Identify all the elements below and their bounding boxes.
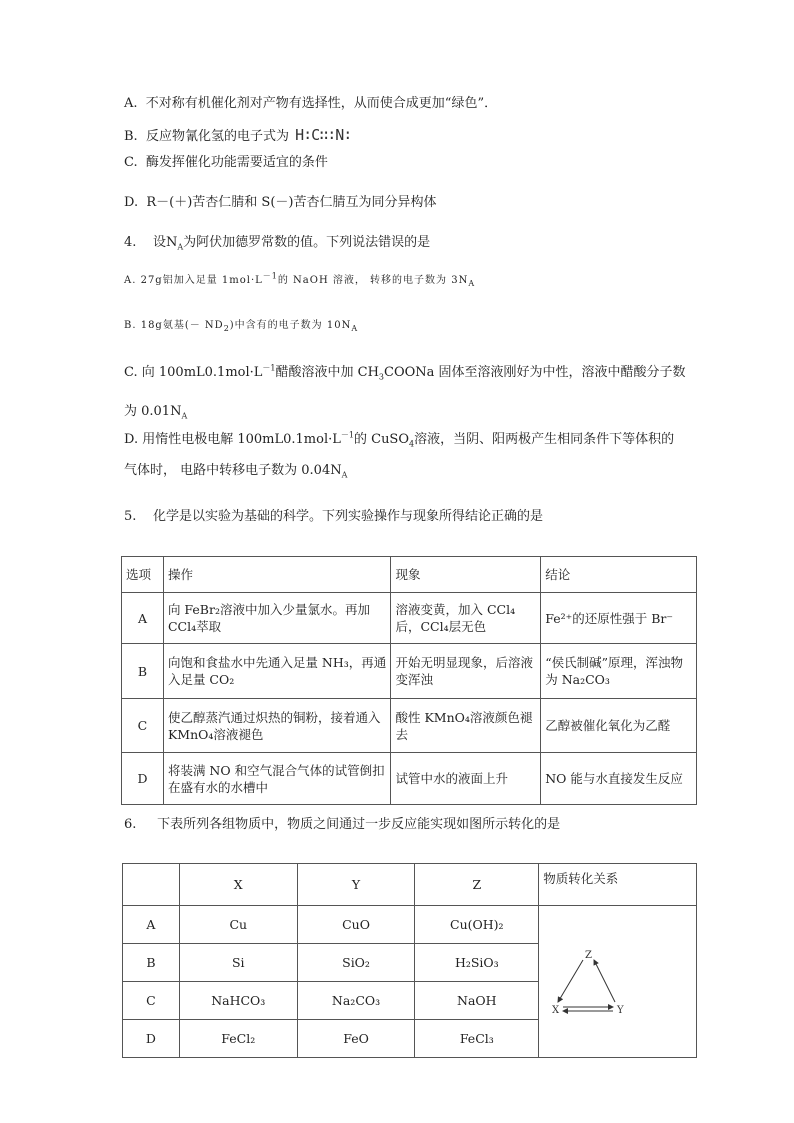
table-header-row xyxy=(123,864,697,906)
q4-option-d xyxy=(124,431,674,449)
superscript: －1 xyxy=(340,430,354,440)
header-cell: 现象 xyxy=(391,557,541,593)
option-text: 的 NaOH 溶液， 转移的电子数为 3N xyxy=(277,275,469,286)
q5-stem xyxy=(124,508,543,526)
q4-option-b xyxy=(124,317,358,335)
label-z: Z xyxy=(585,949,593,961)
option-cell: C xyxy=(122,699,164,753)
hcn-electron-formula: H∶C∷∶N∶ xyxy=(295,126,352,144)
header-cell: 物质转化关系 xyxy=(539,864,697,906)
option-cell: A xyxy=(123,906,180,944)
q4-stem xyxy=(124,234,430,252)
q3-option-a xyxy=(124,95,497,113)
option-text: )中含有的电子数为 10N xyxy=(229,320,352,331)
experiment-table xyxy=(121,556,697,805)
subscript: A xyxy=(341,470,348,480)
table-row xyxy=(122,699,697,753)
option-text: 为 0.01N xyxy=(124,404,182,419)
question-number: 5. xyxy=(124,509,137,524)
option-cell: B xyxy=(123,944,180,982)
option-text: 的 CuSO xyxy=(353,432,409,447)
subscript: 2 xyxy=(223,324,230,333)
stem-text: 设N xyxy=(152,235,178,250)
header-cell: 结论 xyxy=(541,557,697,593)
option-cell: A xyxy=(122,593,164,644)
q3-option-d xyxy=(124,194,436,212)
arrow-z-to-x xyxy=(558,960,583,1002)
conversion-diagram-cell xyxy=(539,906,697,1058)
z-cell: Cu(OH)₂ xyxy=(415,906,539,944)
option-text: 不对称有机催化剂对产物有选择性，从而使合成更加“绿色”． xyxy=(145,96,498,111)
q3-option-c xyxy=(124,154,328,172)
y-cell: Na₂CO₃ xyxy=(297,982,415,1020)
option-label: A. xyxy=(124,96,138,111)
question-number: 6. xyxy=(124,817,137,832)
option-cell: D xyxy=(122,753,164,805)
option-text: 酶发挥催化功能需要适宜的条件 xyxy=(145,155,328,170)
table-row xyxy=(122,593,697,644)
stem-text: 化学是以实验为基础的科学。下列实验操作与现象所得结论正确的是 xyxy=(152,509,543,524)
option-text: C. 向 100mL0.1mol·L xyxy=(124,365,263,380)
operation-cell: 向 FeBr₂溶液中加入少量氯水。再加 CCl₄萃取 xyxy=(163,593,391,644)
q4-option-c-cont xyxy=(124,403,187,421)
option-label: D. xyxy=(124,195,139,210)
x-cell: NaHCO₃ xyxy=(179,982,297,1020)
y-cell: FeO xyxy=(297,1020,415,1058)
option-text: 气体时， 电路中转移电子数为 0.04N xyxy=(124,463,342,478)
q6-stem xyxy=(124,816,560,834)
stem-text: 下表所列各组物质中，物质之间通过一步反应能实现如图所示转化的是 xyxy=(157,817,561,832)
y-cell: SiO₂ xyxy=(297,944,415,982)
option-text: A. 27g铝加入足量 1mol·L xyxy=(124,275,263,286)
option-text: B. 18g氨基(－ ND xyxy=(124,320,224,331)
table-row xyxy=(123,906,697,944)
table-header-row xyxy=(122,557,697,593)
q3-option-b xyxy=(124,126,351,146)
subscript: 3 xyxy=(378,372,385,382)
conversion-table xyxy=(122,863,697,1058)
x-cell: Si xyxy=(179,944,297,982)
subscript: A xyxy=(181,411,188,421)
superscript: －1 xyxy=(262,271,278,281)
option-text: COONa 固体至溶液刚好为中性，溶液中醋酸分子数 xyxy=(384,365,686,380)
option-label: B. xyxy=(124,129,138,144)
option-text: R－(＋)苦杏仁腈和 S(－)苦杏仁腈互为同分异构体 xyxy=(146,195,437,210)
q4-option-d-cont xyxy=(124,462,347,480)
phenomenon-cell: 试管中水的液面上升 xyxy=(391,753,541,805)
conclusion-cell: Fe²⁺的还原性强于 Br⁻ xyxy=(541,593,697,644)
option-label: C. xyxy=(124,155,138,170)
table-row xyxy=(122,753,697,805)
arrow-y-to-z xyxy=(594,960,615,1002)
phenomenon-cell: 酸性 KMnO₄溶液颜色褪去 xyxy=(391,699,541,753)
option-cell: D xyxy=(123,1020,180,1058)
subscript: A xyxy=(351,324,359,333)
operation-cell: 将装满 NO 和空气混合气体的试管倒扣在盛有水的水槽中 xyxy=(163,753,391,805)
option-text: 溶液，当阴、阳两极产生相同条件下等体积的 xyxy=(414,432,675,447)
phenomenon-cell: 开始无明显现象，后溶液变浑浊 xyxy=(391,644,541,699)
z-cell: FeCl₃ xyxy=(415,1020,539,1058)
header-cell: Z xyxy=(415,864,539,906)
option-text: D. 用惰性电极电解 100mL0.1mol·L xyxy=(124,432,341,447)
label-x: X xyxy=(552,1004,560,1016)
z-cell: H₂SiO₃ xyxy=(415,944,539,982)
subscript: 4 xyxy=(409,439,415,449)
conversion-diagram xyxy=(545,942,635,1022)
subscript: A xyxy=(177,242,184,252)
subscript: A xyxy=(468,279,476,288)
conclusion-cell: “侯氏制碱”原理，浑浊物为 Na₂CO₃ xyxy=(541,644,697,699)
option-text: 反应物氰化氢的电子式为 xyxy=(145,129,289,144)
stem-text: 为阿伏加德罗常数的值。下列说法错误的是 xyxy=(183,235,431,250)
option-text: 醋酸溶液中加 CH xyxy=(275,365,379,380)
phenomenon-cell: 溶液变黄，加入 CCl₄后，CCl₄层无色 xyxy=(391,593,541,644)
conclusion-cell: 乙醇被催化氧化为乙醛 xyxy=(541,699,697,753)
header-cell: X xyxy=(179,864,297,906)
option-cell: B xyxy=(122,644,164,699)
operation-cell: 向饱和食盐水中先通入足量 NH₃，再通入足量 CO₂ xyxy=(163,644,391,699)
header-cell xyxy=(123,864,180,906)
y-cell: CuO xyxy=(297,906,415,944)
header-cell: 选项 xyxy=(122,557,164,593)
q4-option-c xyxy=(124,364,686,382)
operation-cell: 使乙醇蒸汽通过炽热的铜粉，接着通入 KMnO₄溶液褪色 xyxy=(163,699,391,753)
superscript: －1 xyxy=(262,363,276,373)
x-cell: FeCl₂ xyxy=(179,1020,297,1058)
q4-option-a xyxy=(124,272,475,290)
z-cell: NaOH xyxy=(415,982,539,1020)
header-cell: 操作 xyxy=(163,557,391,593)
conclusion-cell: NO 能与水直接发生反应 xyxy=(541,753,697,805)
option-cell: C xyxy=(123,982,180,1020)
header-cell: Y xyxy=(297,864,415,906)
question-number: 4. xyxy=(124,235,137,250)
x-cell: Cu xyxy=(179,906,297,944)
table-row xyxy=(122,644,697,699)
label-y: Y xyxy=(617,1004,624,1016)
